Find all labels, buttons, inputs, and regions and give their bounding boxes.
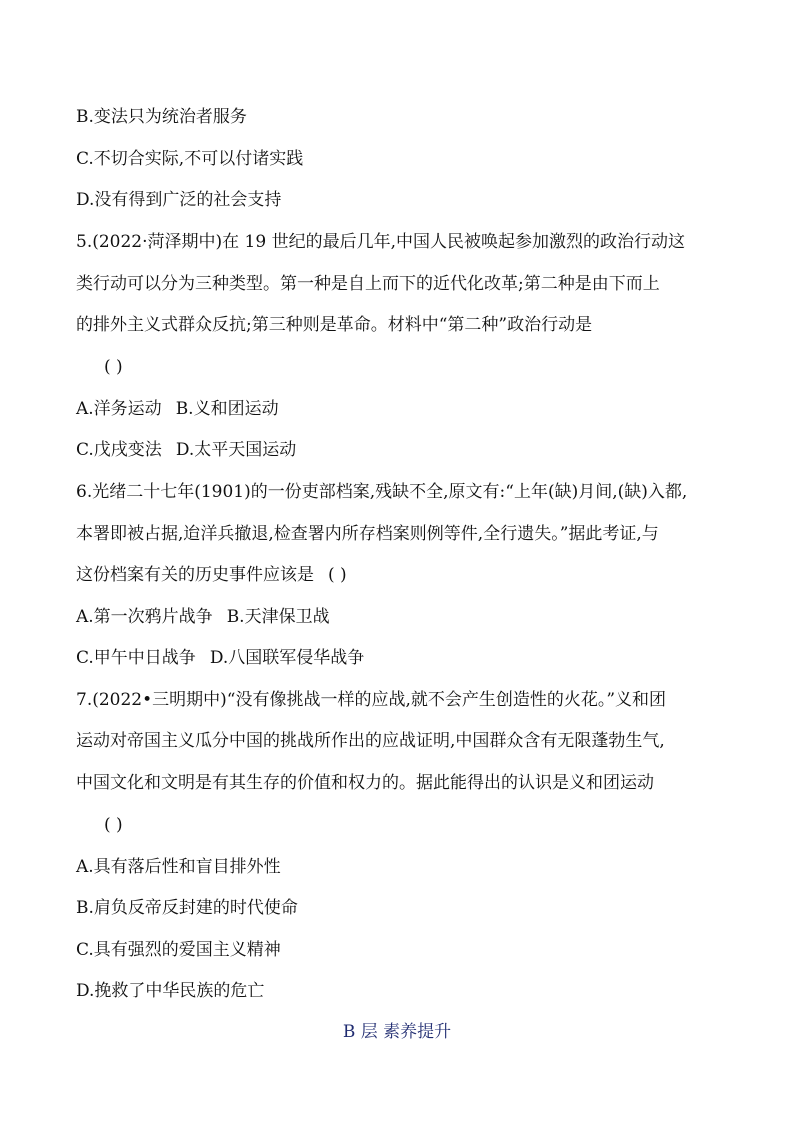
q6-option-d: D.八国联军侵华战争: [209, 648, 365, 668]
q7-stem-line-2: 运动对帝国主义瓜分中国的挑战所作出的应战证明,中国群众含有无限蓬勃生气,: [76, 731, 665, 751]
q5-options-row-1: [76, 398, 726, 420]
q7-option-b: B.肩负反帝反封建的时代使命: [76, 898, 298, 918]
q5-options-row-2: [76, 439, 726, 461]
q4-option-d: D.没有得到广泛的社会支持: [76, 190, 282, 210]
q6-stem-line-3: [76, 564, 726, 586]
q6-option-a: A.第一次鸦片战争: [76, 607, 213, 627]
q7-stem-line-1: 7.(2022•三明期中)“没有像挑战一样的应战,就不会产生创造性的火花。”义和团: [76, 690, 667, 710]
q5-answer-blank: ( ): [104, 357, 123, 377]
q5-option-c: C.戊戌变法: [76, 440, 162, 460]
q6-option-b: B.天津保卫战: [226, 607, 330, 627]
q6-stem-line-2: 本署即被占据,迨洋兵撤退,检查署内所存档案则例等件,全行遗失。”据此考证,与: [76, 524, 659, 544]
q5-option-b: B.义和团运动: [175, 399, 279, 419]
q6-options-row-1: [76, 606, 726, 628]
q5-option-a: A.洋务运动: [76, 399, 162, 419]
section-title: B 层 素养提升: [342, 1022, 452, 1042]
q7-option-a: A.具有落后性和盲目排外性: [76, 857, 281, 877]
q7-answer-blank: ( ): [104, 815, 123, 835]
q4-option-b: B.变法只为统治者服务: [76, 107, 247, 127]
q7-stem-line-3: 中国文化和文明是有其生存的价值和权力的。据此能得出的认识是义和团运动: [76, 773, 654, 793]
q6-option-c: C.甲午中日战争: [76, 648, 196, 668]
q7-option-d: D.挽救了中华民族的危亡: [76, 981, 265, 1001]
q6-stem-line-1: 6.光绪二十七年(1901)的一份吏部档案,残缺不全,原文有:“上年(缺)月间,(缺)入都,: [76, 482, 688, 502]
q6-options-row-2: [76, 647, 726, 669]
q5-stem-line-1: 5.(2022·菏泽期中)在 19 世纪的最后几年,中国人民被唤起参加激烈的政治行动这: [76, 232, 685, 252]
q5-stem-line-2: 类行动可以分为三种类型。第一种是自上而下的近代化改革;第二种是由下而上: [76, 274, 660, 294]
q5-stem-line-3: 的排外主义式群众反抗;第三种则是革命。材料中“第二种”政治行动是: [76, 315, 593, 335]
q5-option-d: D.太平天国运动: [175, 440, 297, 460]
q7-option-c: C.具有强烈的爱国主义精神: [76, 940, 281, 960]
q6-answer-blank: ( ): [328, 565, 347, 585]
q4-option-c: C.不切合实际,不可以付诸实践: [76, 149, 304, 169]
q6-stem-text: 这份档案有关的历史事件应该是: [76, 565, 314, 585]
